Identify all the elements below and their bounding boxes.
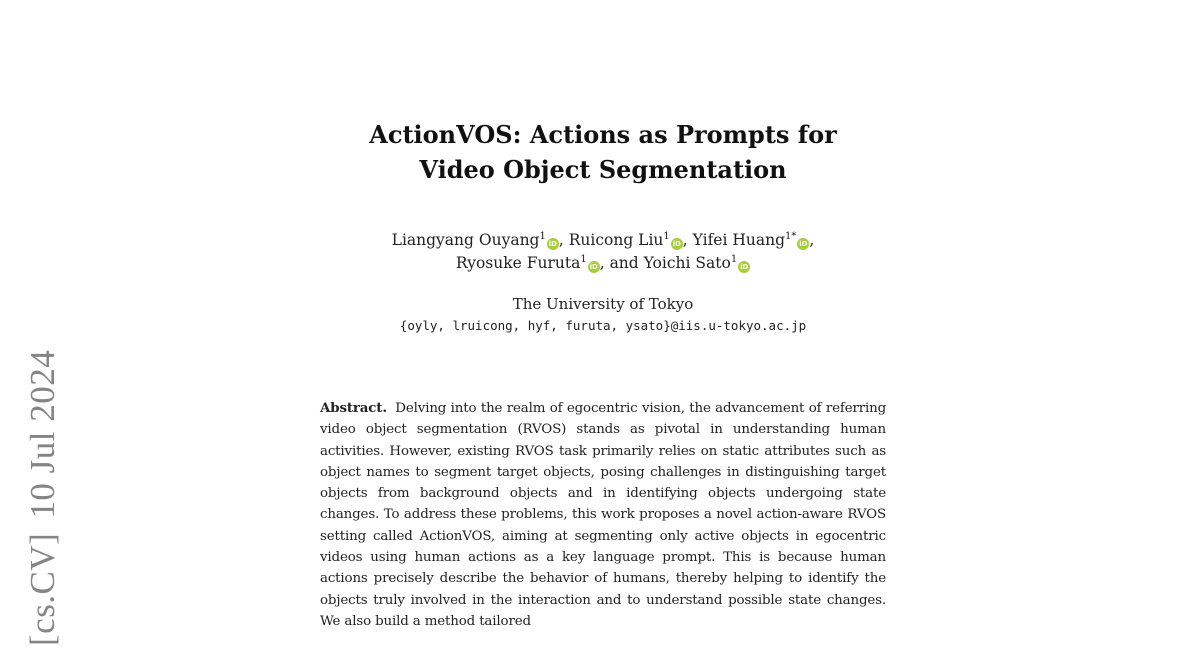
- abstract-label: Abstract.: [320, 400, 387, 416]
- author-affiliation-mark: 1: [539, 231, 546, 242]
- author-name: Liangyang Ouyang: [391, 231, 540, 249]
- orcid-icon[interactable]: iD: [672, 240, 681, 248]
- author-name: Ryosuke Furuta: [455, 254, 581, 272]
- abstract-text: Delving into the realm of egocentric vision, the advancement of referring video object segmentation (RVOS) stands as pivotal in understanding human activities. However, existing RVOS task primarily relies on static attributes such as object names to segment target objects, posing challenges in distinguishing target objects from background objects and in identifying objects undergoing state changes. To address these problems, this work proposes a novel action-aware RVOS setting called ActionVOS, aiming at segmenting only active objects in egocentric videos using human actions as a key language prompt. This is because human actions precisely describe the behavior of humans, thereby helping to identify the objects truly involved in the interaction and to understand possible state changes. We also build a method tailored: [320, 401, 886, 629]
- author-affiliation-mark: 1: [580, 254, 587, 265]
- title-line-2: Video Object Segmentation: [419, 155, 787, 184]
- author-connector: and: [609, 254, 639, 272]
- orcid-icon[interactable]: iD: [589, 263, 598, 271]
- author-list: [300, 229, 906, 275]
- author-affiliation-mark: 1: [663, 231, 670, 242]
- author-name: Ruicong Liu: [568, 231, 664, 249]
- author-name: Yoichi Sato: [643, 254, 731, 272]
- orcid-icon[interactable]: iD: [548, 240, 557, 248]
- title-line-1: ActionVOS: Actions as Prompts for: [369, 120, 837, 149]
- arxiv-margin-stamp: [25, 350, 60, 646]
- author-affiliation-mark: 1: [730, 254, 738, 265]
- orcid-icon[interactable]: iD: [799, 240, 808, 248]
- orcid-icon[interactable]: iD: [740, 263, 749, 271]
- author-affiliation-mark: 1*: [785, 231, 797, 242]
- author-line-1: Liangyang Ouyang$^1$iD , Ruicong Liu$^1$iD , Yifei Huang$^{1*}$iD ,: [391, 231, 815, 249]
- author-line-2: Ryosuke Furuta$^1$iD , and Yoichi Sato$^1$iD: [455, 254, 749, 272]
- author-name: Yifei Huang: [692, 231, 786, 249]
- abstract: [320, 398, 886, 632]
- arxiv-category: [cs.CV]: [23, 532, 62, 646]
- author: [392, 231, 559, 249]
- arxiv-date: 10 Jul 2024: [23, 349, 62, 519]
- affiliation-block: [300, 294, 906, 336]
- paper-title: [300, 117, 906, 187]
- author: [644, 254, 751, 272]
- author-emails[interactable]: {oyly, lruicong, hyf, furuta, ysato}@iis.u-tokyo.ac.jp: [399, 318, 807, 333]
- author: [456, 254, 600, 272]
- author: [569, 231, 683, 249]
- institution: The University of Tokyo: [512, 295, 694, 313]
- author: [693, 231, 810, 249]
